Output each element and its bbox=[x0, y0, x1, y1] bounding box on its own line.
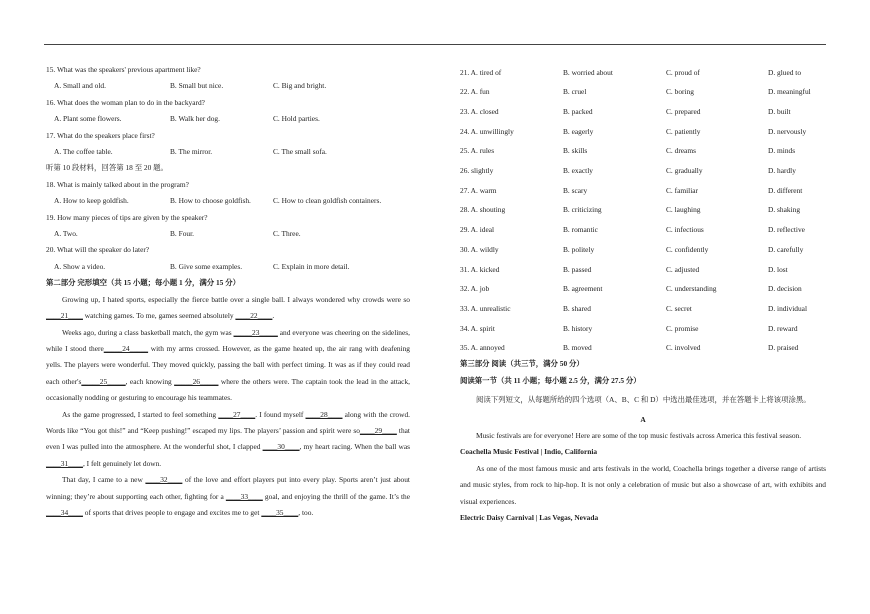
blank: ____30____ bbox=[262, 442, 300, 452]
question-stem: 19. How many pieces of tips are given by the speaker? bbox=[46, 212, 208, 222]
option-cell: D. nervously bbox=[768, 126, 807, 136]
answer-option: A. Two. bbox=[54, 229, 78, 239]
option-row bbox=[460, 201, 826, 221]
answer-option: C. Hold parties. bbox=[273, 114, 320, 124]
option-cell: B. agreement bbox=[563, 284, 603, 294]
option-row bbox=[460, 181, 826, 201]
option-cell: B. shared bbox=[563, 303, 591, 313]
blank: ____29____ bbox=[359, 425, 397, 435]
option-cell: D. carefully bbox=[768, 244, 804, 254]
answer-option: C. Explain in more detail. bbox=[273, 261, 350, 271]
answer-option: B. Four. bbox=[170, 229, 195, 239]
part3-heading: 第三部分 阅读（共三节，满分 50 分） bbox=[460, 359, 584, 369]
reading-instruction: 阅读下列短文，从每题所给的四个选项（A、B、C 和 D）中选出最佳选项，并在答题卡上将该项涂黑。 bbox=[476, 395, 811, 405]
blank: _____23_____ bbox=[233, 327, 278, 337]
option-row bbox=[460, 280, 826, 300]
blank: ____22____ bbox=[235, 311, 273, 321]
text-run: watching games. To me, games seemed absolutely bbox=[82, 311, 236, 321]
option-cell: 22. A. fun bbox=[460, 87, 490, 97]
text-run: Growing up, I hated sports, especially the fierce battle over a single ball. I always wondered why crowds were so bbox=[62, 294, 410, 304]
question-stem: 20. What will the speaker do later? bbox=[46, 245, 150, 255]
cloze-paragraph bbox=[46, 407, 410, 473]
option-cell: B. eagerly bbox=[563, 126, 594, 136]
text-run: , too. bbox=[298, 507, 314, 517]
option-cell: D. shaking bbox=[768, 205, 801, 215]
question-stem: 17. What do the speakers place first? bbox=[46, 130, 155, 140]
listening-note: 听第 10 段材料，回答第 18 至 20 题。 bbox=[46, 163, 168, 173]
answer-options bbox=[46, 193, 410, 209]
option-row bbox=[460, 122, 826, 142]
option-cell: C. patiently bbox=[666, 126, 701, 136]
blank: ____32____ bbox=[145, 475, 183, 485]
listening-section bbox=[46, 62, 410, 275]
part2-heading: 第二部分 完形填空（共 15 小题；每小题 1 分，满分 15 分） bbox=[46, 278, 241, 288]
option-cell: C. secret bbox=[666, 303, 692, 313]
answer-option: B. The mirror. bbox=[170, 147, 213, 157]
answer-option: C. Three. bbox=[273, 229, 301, 239]
festival-title: Electric Daisy Carnival | Las Vegas, Nevada bbox=[460, 512, 599, 522]
option-cell: 24. A. unwillingly bbox=[460, 126, 514, 136]
option-cell: C. gradually bbox=[666, 166, 703, 176]
option-cell: B. criticizing bbox=[563, 205, 602, 215]
text-run: As the game progressed, I started to feel something bbox=[62, 409, 219, 419]
option-cell: B. packed bbox=[563, 107, 593, 117]
answer-option: A. The coffee table. bbox=[54, 147, 113, 157]
answer-option: A. Small and old. bbox=[54, 81, 106, 91]
answer-option: A. Show a video. bbox=[54, 261, 106, 271]
blank: ____35____ bbox=[261, 507, 299, 517]
text-run: where the others were. The captain took the lead in the attack, occasionally nodding or gesturing to encourage his teammates. bbox=[46, 376, 411, 403]
option-row bbox=[460, 63, 826, 83]
answer-option: C. How to clean goldfish containers. bbox=[273, 196, 382, 206]
text-run: . I found myself bbox=[255, 409, 306, 419]
cloze-passage bbox=[46, 292, 410, 522]
option-cell: 30. A. wildly bbox=[460, 244, 499, 254]
text-run: . bbox=[272, 311, 275, 321]
option-row bbox=[460, 260, 826, 280]
text-run: along with the crowd. Words like “You got this!” and “Keep pushing!” escaped my lips. The players’ passion and spirit were so bbox=[46, 409, 410, 435]
option-cell: B. history bbox=[563, 323, 593, 333]
text-run: , I felt genuinely let down. bbox=[82, 458, 162, 468]
option-cell: D. decision bbox=[768, 284, 802, 294]
option-row bbox=[460, 240, 826, 260]
text-run: with my arms crossed. However, as the game heated up, the air rang with deafening yells. The players were wonderful. They moved quickly, passing the ball with perfect timing. It was as if they could read each other's bbox=[46, 343, 410, 386]
answer-option: A. How to keep goldfish. bbox=[54, 196, 129, 206]
answer-option: C. Big and bright. bbox=[273, 81, 327, 91]
answer-options bbox=[46, 226, 410, 242]
option-cell: C. boring bbox=[666, 87, 694, 97]
answer-option: B. How to choose goldfish. bbox=[170, 196, 251, 206]
text-run: That day, I came to a new bbox=[62, 475, 146, 485]
option-cell: 23. A. closed bbox=[460, 107, 499, 117]
blank: ____27____ bbox=[218, 409, 256, 419]
option-cell: C. laughing bbox=[666, 205, 701, 215]
option-cell: B. scary bbox=[563, 185, 588, 195]
option-row bbox=[460, 142, 826, 162]
option-cell: B. skills bbox=[563, 146, 588, 156]
option-cell: B. politely bbox=[563, 244, 595, 254]
option-cell: B. passed bbox=[563, 264, 592, 274]
option-row bbox=[460, 102, 826, 122]
option-row bbox=[460, 161, 826, 181]
blank: ____31____ bbox=[46, 458, 83, 468]
option-cell: C. proud of bbox=[666, 67, 700, 77]
option-cell: 21. A. tired of bbox=[460, 67, 502, 77]
option-cell: 34. A. spirit bbox=[460, 323, 495, 333]
passage-letter: A bbox=[640, 414, 646, 424]
option-row bbox=[460, 319, 826, 339]
option-cell: D. reward bbox=[768, 323, 798, 333]
text-run: of the love and effort players put into every play. Sports aren’t just about winning; they’re about supporting each other, fighting for a bbox=[46, 475, 410, 501]
option-row bbox=[460, 83, 826, 103]
option-cell: C. prepared bbox=[666, 107, 701, 117]
question-stem: 18. What is mainly talked about in the program? bbox=[46, 179, 189, 189]
answer-option: B. Give some examples. bbox=[170, 261, 243, 271]
cloze-paragraph bbox=[46, 292, 410, 325]
answer-option: B. Small but nice. bbox=[170, 81, 224, 91]
text-run: that even I was pulled into the atmosphere. At the wonderful shot, I clapped bbox=[46, 425, 410, 452]
blank: ____21____ bbox=[46, 311, 83, 321]
cloze-options-table bbox=[460, 63, 826, 358]
blank: _____24_____ bbox=[103, 343, 149, 353]
option-cell: D. hardly bbox=[768, 166, 796, 176]
festival-title: Coachella Music Festival | Indio, California bbox=[460, 447, 598, 457]
text-run: , each knowing bbox=[125, 376, 175, 386]
blank: _____25_____ bbox=[81, 376, 126, 386]
blank: ____28____ bbox=[305, 409, 343, 419]
option-cell: D. individual bbox=[768, 303, 808, 313]
option-cell: D. lost bbox=[768, 264, 788, 274]
option-cell: C. adjusted bbox=[666, 264, 700, 274]
blank: ____34____ bbox=[46, 507, 83, 517]
question-stem: 16. What does the woman plan to do in the backyard? bbox=[46, 97, 205, 107]
cloze-paragraph bbox=[46, 472, 410, 521]
answer-option: C. The small sofa. bbox=[273, 147, 327, 157]
option-cell: C. infectious bbox=[666, 225, 704, 235]
option-cell: B. cruel bbox=[563, 87, 587, 97]
option-cell: D. glued to bbox=[768, 67, 802, 77]
option-cell: D. meaningful bbox=[768, 87, 811, 97]
passage-intro: Music festivals are for everyone! Here are some of the top music festivals across America this festival season. bbox=[476, 430, 802, 440]
option-cell: B. romantic bbox=[563, 225, 598, 235]
option-cell: 35. A. annoyed bbox=[460, 343, 505, 353]
option-cell: C. understanding bbox=[666, 284, 717, 294]
option-cell: D. different bbox=[768, 185, 803, 195]
option-cell: 26. slightly bbox=[460, 166, 494, 176]
option-cell: 25. A. rules bbox=[460, 146, 495, 156]
option-cell: D. reflective bbox=[768, 225, 805, 235]
text-run: Weeks ago, during a class basketball match, the gym was bbox=[62, 327, 234, 337]
option-cell: 27. A. warm bbox=[460, 185, 497, 195]
option-cell: 33. A. unrealistic bbox=[460, 303, 511, 313]
option-row bbox=[460, 299, 826, 319]
question-stem: 15. What was the speakers' previous apartment like? bbox=[46, 65, 201, 74]
option-cell: C. confidently bbox=[666, 244, 709, 254]
option-cell: B. exactly bbox=[563, 166, 593, 176]
option-cell: B. worried about bbox=[563, 67, 613, 77]
answer-options bbox=[46, 111, 410, 127]
answer-option: A. Plant some flowers. bbox=[54, 114, 122, 124]
cloze-paragraph bbox=[46, 325, 410, 407]
answer-option: B. Walk her dog. bbox=[170, 114, 220, 124]
option-cell: B. moved bbox=[563, 343, 592, 353]
blank: ____33____ bbox=[225, 491, 263, 501]
option-cell: D. built bbox=[768, 107, 791, 117]
answer-options bbox=[46, 144, 410, 160]
text-run: , my heart racing. When the ball was bbox=[299, 442, 410, 452]
option-cell: C. familiar bbox=[666, 185, 699, 195]
option-row bbox=[460, 221, 826, 241]
option-cell: 29. A. ideal bbox=[460, 225, 495, 235]
text-run: and everyone was cheering on the sidelines, while I stood there bbox=[46, 327, 411, 353]
option-cell: D. praised bbox=[768, 343, 799, 353]
answer-options bbox=[46, 78, 410, 94]
answer-options bbox=[46, 259, 410, 275]
option-cell: 28. A. shouting bbox=[460, 205, 506, 215]
option-cell: C. involved bbox=[666, 343, 701, 353]
right-column bbox=[460, 63, 826, 526]
left-column bbox=[46, 62, 410, 521]
option-cell: D. minds bbox=[768, 146, 796, 156]
option-cell: C. promise bbox=[666, 323, 699, 333]
option-cell: 31. A. kicked bbox=[460, 264, 500, 274]
option-cell: 32. A. job bbox=[460, 284, 490, 294]
text-run: goal, and enjoying the thrill of the game. It’s the bbox=[262, 491, 410, 501]
festival-description: As one of the most famous music and arts festivals in the world, Coachella brings together a diverse range of artists and music styles, from rock to hip-hop. It is not only a celebration of music but also a showcase of art, with exhibits and visual experiences. bbox=[460, 463, 826, 506]
option-cell: C. dreams bbox=[666, 146, 696, 156]
header-rule bbox=[44, 44, 826, 45]
blank: _____26_____ bbox=[174, 376, 219, 386]
text-run: of sports that drives people to engage and excites me to get bbox=[82, 507, 262, 517]
section1-heading: 阅读第一节（共 11 小题；每小题 2.5 分，满分 27.5 分） bbox=[460, 375, 641, 385]
